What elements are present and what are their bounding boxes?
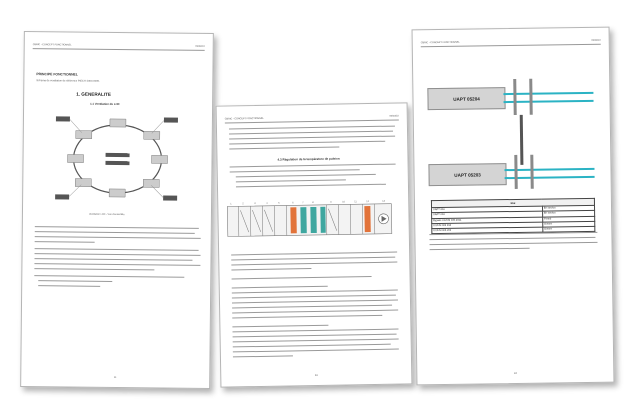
- svg-text:8: 8: [312, 201, 314, 205]
- ahu-unit-bottom: UAPT 05203: [428, 163, 506, 186]
- svg-text:10: 10: [342, 200, 345, 204]
- supply-pipe-bottom: [504, 168, 594, 171]
- damper-bottom-1: [514, 155, 517, 189]
- lhc-ventilation-diagram: [51, 108, 184, 209]
- page-header: [225, 114, 399, 124]
- subsection-heading: 1.1 Ventilation du LHC: [90, 101, 120, 107]
- svg-text:13: 13: [382, 199, 385, 203]
- svg-text:9: 9: [330, 200, 332, 204]
- svg-text:2: 2: [242, 202, 244, 206]
- svg-text:5: 5: [278, 201, 280, 205]
- page-number: 18: [513, 371, 517, 376]
- svg-text:4: 4: [266, 201, 268, 205]
- svg-text:12: 12: [366, 200, 369, 204]
- page-header: [33, 42, 205, 51]
- section-heading: 1. GENERALITE: [76, 91, 111, 97]
- header-left: CBRIC - CONCEPT FONCTIONNEL: [420, 40, 460, 45]
- document-page-left: [20, 31, 214, 389]
- section-heading: 4.3 Régulation de la température de pulsion: [277, 156, 340, 162]
- body-text-block: [413, 28, 609, 31]
- bypass-duct: [520, 115, 524, 165]
- page-header: [421, 38, 601, 48]
- table-row: UAPT 203 En service: [432, 211, 595, 218]
- header-left: CBRIC - CONCEPT FONCTIONNEL: [224, 116, 264, 121]
- document-page-middle: [216, 102, 413, 387]
- doc-title: PRINCIPE FONCTIONNEL: [36, 72, 78, 77]
- table-row: UAPT 204 En service: [432, 206, 595, 213]
- svg-text:6: 6: [292, 201, 294, 205]
- svg-text:7: 7: [302, 201, 304, 205]
- supply-pipe-top: [503, 92, 593, 95]
- header-right: 05/03/10: [591, 38, 601, 42]
- document-page-right: [412, 27, 615, 386]
- svg-text:11: 11: [354, 200, 357, 204]
- damper-bottom-2: [530, 155, 533, 189]
- table-row: Bypass UX/UM 005-2021 Fermé: [432, 216, 595, 223]
- return-pipe-top: [504, 100, 594, 103]
- state-table: [431, 198, 595, 234]
- header-right: 05/03/10: [195, 44, 205, 48]
- return-pipe-bottom: [505, 176, 595, 179]
- ahu-unit-top: UAPT 05204: [427, 87, 505, 110]
- damper-top-2: [529, 79, 533, 115]
- intro-text-block: [217, 103, 407, 106]
- header-left: CBRIC - CONCEPT FONCTIONNEL: [32, 43, 72, 47]
- header-right: 05/03/10: [389, 114, 399, 118]
- page-number: 11: [113, 375, 117, 380]
- figure-caption: Ventilation LHC - Vue d'ensemble: [88, 212, 125, 217]
- body-text-block: [25, 32, 213, 34]
- regulation-text-block: [217, 103, 407, 106]
- page-number: 24: [314, 373, 318, 378]
- lower-text-block: [217, 103, 407, 106]
- doc-subtitle: Schéma de ventilation de référence PIECH-2000-0000-: [36, 79, 100, 83]
- damper-top-1: [513, 79, 517, 115]
- table-row: UX/UM 005 204 Ouvert: [432, 221, 595, 228]
- ahu-schematic: [226, 197, 401, 246]
- svg-text:1: 1: [230, 202, 232, 206]
- svg-text:3: 3: [254, 202, 256, 206]
- table-row: UX/UM 005 203 Ouvert: [432, 226, 595, 233]
- table-title: Etat: [431, 198, 594, 207]
